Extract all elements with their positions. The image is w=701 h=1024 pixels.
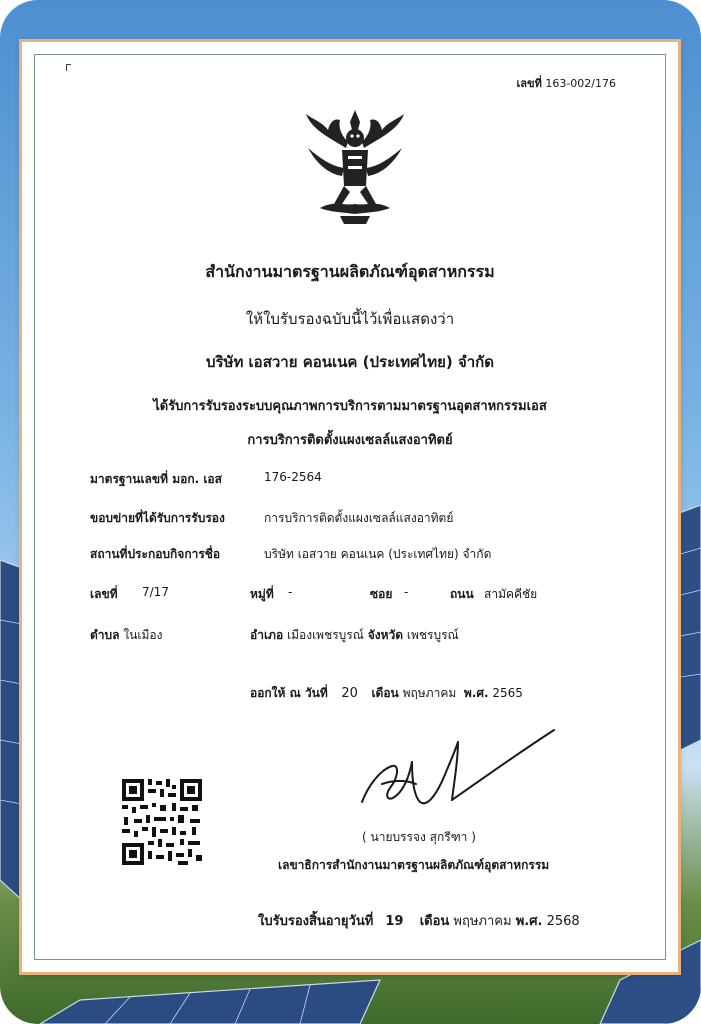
road-label: ถนน [450,587,474,601]
garuda-emblem-icon [300,108,410,226]
standard-value: 176-2564 [264,470,322,484]
issuing-agency: สำนักงานมาตรฐานผลิตภัณฑ์อุตสาหกรรม [205,262,495,281]
certification-service: การบริการติดตั้งแผงเซลล์แสงอาทิตย์ [247,433,453,448]
company-name: บริษัท เอสวาย คอนเนค (ประเทศไทย) จำกัด [205,353,495,371]
amphoe-province [250,626,459,645]
issue-day: 20 [341,686,358,701]
scope-value: การบริการติดตั้งแผงเซลล์แสงอาทิตย์ [264,511,454,525]
certificate-number [517,74,616,92]
signature-image [358,722,558,812]
corner-mark [66,64,71,71]
issue-month-label: เดือน [371,686,399,700]
expiry-year: 2568 [546,914,580,929]
address-no-label: เลขที่ [90,587,118,601]
issue-year: 2565 [492,686,523,700]
certificate-page [22,42,678,972]
certificate-number-value: 163-002/176 [545,77,616,90]
road-value: สามัคคีชัย [484,587,538,601]
expiry-day: 19 [385,914,404,929]
premises-label: สถานที่ประกอบกิจการชื่อ [90,547,221,561]
signatory-title: เลขาธิการสำนักงานมาตรฐานผลิตภัณฑ์อุตสาหกรรม [278,858,550,872]
qr-code-icon [120,777,204,867]
expiry-month-label: เดือน [419,914,450,929]
moo-label: หมู่ที่ [250,587,274,601]
province-value: เพชรบูรณ์ [406,628,459,642]
expiry-year-label: พ.ศ. [515,914,543,929]
issue-date [250,684,523,703]
scope-label: ขอบข่ายที่ได้รับการรับรอง [90,511,225,525]
tambon [90,626,162,645]
standard-label: มาตรฐานเลขที่ มอก. เอส [90,472,222,486]
soi-label: ซอย [370,587,393,601]
province-label: จังหวัด [367,628,404,642]
tambon-value: ในเมือง [123,628,163,642]
issue-month: พฤษภาคม [402,686,457,700]
moo-value: - [288,585,293,599]
signatory-name: ( นายบรรจง สุกรีฑา ) [362,830,476,844]
certificate-number-label: เลขที่ [516,77,542,90]
amphoe-label: อำเภอ [250,628,284,642]
amphoe-value: เมืองเพชรบูรณ์ [287,628,364,642]
certificate-intro: ให้ใบรับรองฉบับนี้ไว้เพื่อแสดงว่า [245,310,455,328]
address-no-value: 7/17 [142,585,169,599]
certification-statement: ได้รับการรับรองระบบคุณภาพการบริการตามมาตรฐานอุตสาหกรรมเอส [153,399,547,414]
expiry-month: พฤษภาคม [453,914,512,929]
issue-date-label: ออกให้ ณ วันที่ [250,686,328,700]
premises-value: บริษัท เอสวาย คอนเนค (ประเทศไทย) จำกัด [264,547,492,561]
expiry-date [258,910,580,931]
tambon-label: ตำบล [90,628,120,642]
expiry-date-label: ใบรับรองสิ้นอายุวันที่ [258,914,374,929]
issue-year-label: พ.ศ. [463,686,489,700]
soi-value: - [404,585,409,599]
